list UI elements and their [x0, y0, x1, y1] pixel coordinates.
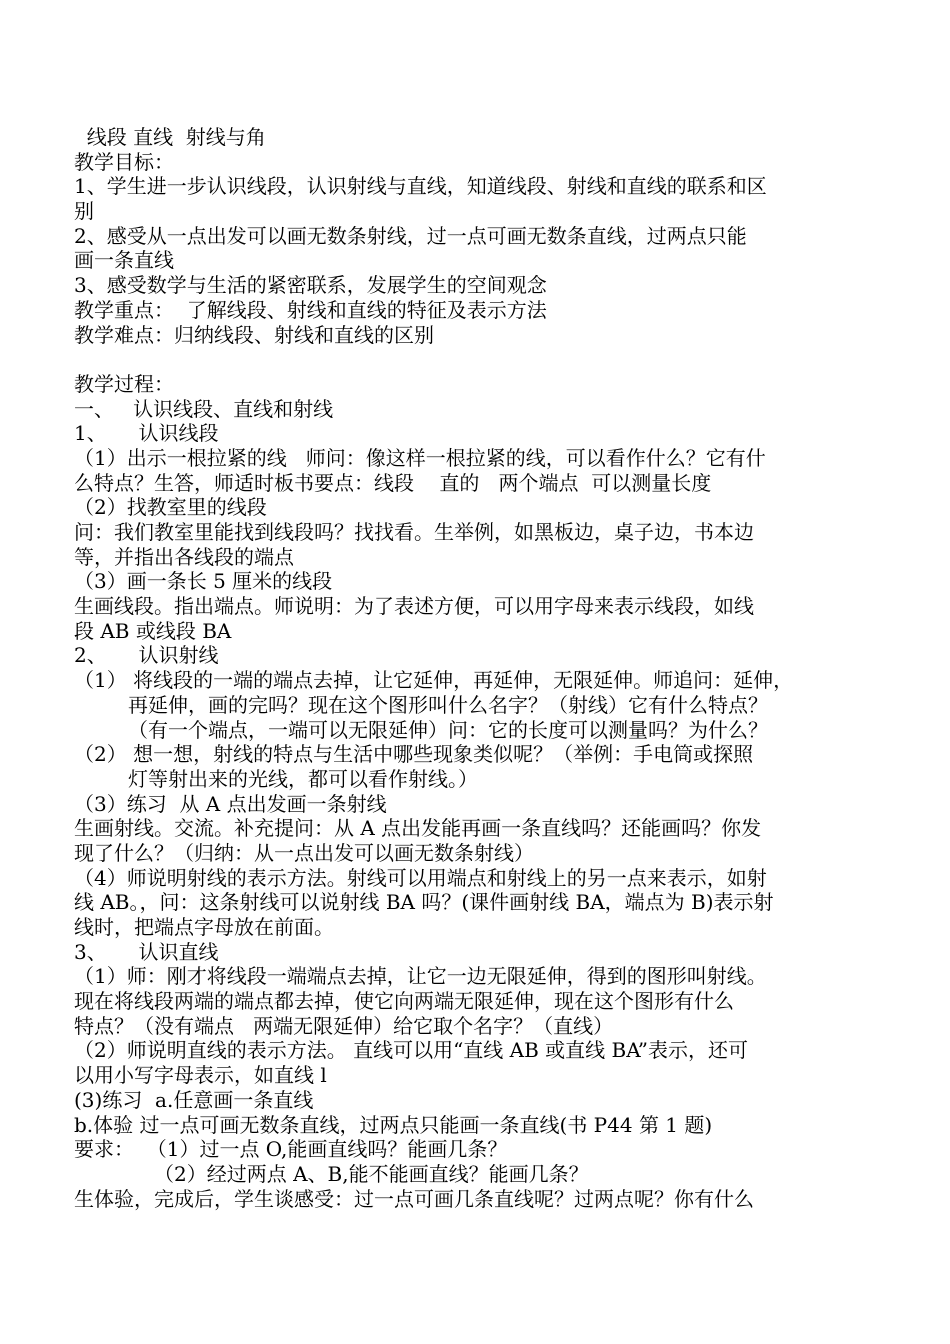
text-line: (3)练习 a.任意画一条直线 [74, 1087, 314, 1112]
text-line: （1）出示一根拉紧的线 师问：像这样一根拉紧的线，可以看作什么？它有什 [74, 445, 766, 470]
text-line: 线 AB。，问：这条射线可以说射线 BA 吗？(课件画射线 BA，端点为 B)表示射 [74, 890, 774, 915]
text-line: 一、 认识线段、直线和射线 [74, 396, 334, 421]
text-line: 再延伸，画的完吗？现在这个图形叫什么名字？（射线）它有什么特点？ [128, 692, 768, 717]
text-line: 1、 认识线段 [74, 421, 219, 446]
text-line: 特点？（没有端点 两端无限延伸）给它取个名字？（直线） [74, 1013, 614, 1038]
text-line: 生画线段。指出端点。师说明：为了表述方便，可以用字母来表示线段，如线 [74, 594, 754, 619]
text-line: （2）经过两点 A、B,能不能画直线？能画几条？ [154, 1161, 589, 1186]
text-line: 教学过程： [74, 371, 174, 396]
text-line: 画一条直线 [74, 248, 174, 273]
text-line: （有一个端点，一端可以无限延伸）问：它的长度可以测量吗？为什么？ [128, 717, 768, 742]
text-line: 别 [74, 199, 94, 224]
text-line: 要求： （1）过一点 O,能画直线吗？能画几条？ [74, 1137, 508, 1162]
text-line: 么特点？生答，师适时板书要点：线段 直的 两个端点 可以测量长度 [74, 470, 712, 495]
text-line: （2）师说明直线的表示方法。 直线可以用“直线 AB 或直线 BA”表示，还可 [74, 1038, 748, 1063]
text-line: 现了什么？（归纳：从一点出发可以画无数条射线） [74, 840, 534, 865]
text-line: （3）练习 从 A 点出发画一条射线 [74, 791, 387, 816]
text-line: 等，并指出各线段的端点 [74, 544, 294, 569]
text-line: 现在将线段两端的端点都去掉，使它向两端无限延伸，现在这个图形有什么 [74, 989, 734, 1014]
text-line: 以用小写字母表示，如直线 l [74, 1063, 327, 1088]
text-line: b.体验 过一点可画无数条直线，过两点只能画一条直线(书 P44 第 1 题) [74, 1112, 713, 1137]
text-line [74, 347, 874, 372]
text-line: 线段 直线 射线与角 [74, 125, 266, 149]
text-line: 1、学生进一步认识线段，认识射线与直线，知道线段、射线和直线的联系和区 [74, 174, 767, 199]
text-line: 问：我们教室里能找到线段吗？找找看。生举例，如黑板边，桌子边，书本边 [74, 520, 754, 544]
text-line: （2） 想一想，射线的特点与生活中哪些现象类似呢？（举例：手电筒或探照 [74, 742, 754, 767]
text-line: 生画射线。交流。补充提问：从 A 点出发能再画一条直线吗？还能画吗？你发 [74, 816, 762, 841]
text-line: 2、 认识射线 [74, 643, 219, 668]
document-body [74, 125, 874, 1211]
text-line: 教学难点：归纳线段、射线和直线的区别 [74, 322, 434, 347]
text-line: （2）找教室里的线段 [74, 495, 267, 520]
text-line: （3）画一条长 5 厘米的线段 [74, 569, 333, 594]
text-line: 3、 认识直线 [74, 939, 219, 964]
text-line: 2、感受从一点出发可以画无数条射线，过一点可画无数条直线，过两点只能 [74, 223, 747, 248]
text-line: 灯等射出来的光线，都可以看作射线。） [128, 766, 478, 791]
text-line: 生体验，完成后，学生谈感受：过一点可画几条直线呢？过两点呢？你有什么 [74, 1186, 754, 1211]
text-line: 教学重点： 了解线段、射线和直线的特征及表示方法 [74, 297, 547, 322]
text-line: 段 AB 或线段 BA [74, 618, 232, 643]
text-line: 教学目标： [74, 149, 174, 174]
text-line: 3、感受数学与生活的紧密联系，发展学生的空间观念 [74, 273, 547, 298]
text-line: （1）师：刚才将线段一端端点去掉，让它一边无限延伸，得到的图形叫射线。 [74, 964, 767, 989]
text-line: 线时，把端点字母放在前面。 [74, 915, 334, 939]
text-line: （4）师说明射线的表示方法。射线可以用端点和射线上的另一点来表示，如射 [74, 865, 767, 890]
text-line: （1） 将线段的一端的端点去掉，让它延伸，再延伸，无限延伸。师追问：延伸， [74, 668, 794, 693]
